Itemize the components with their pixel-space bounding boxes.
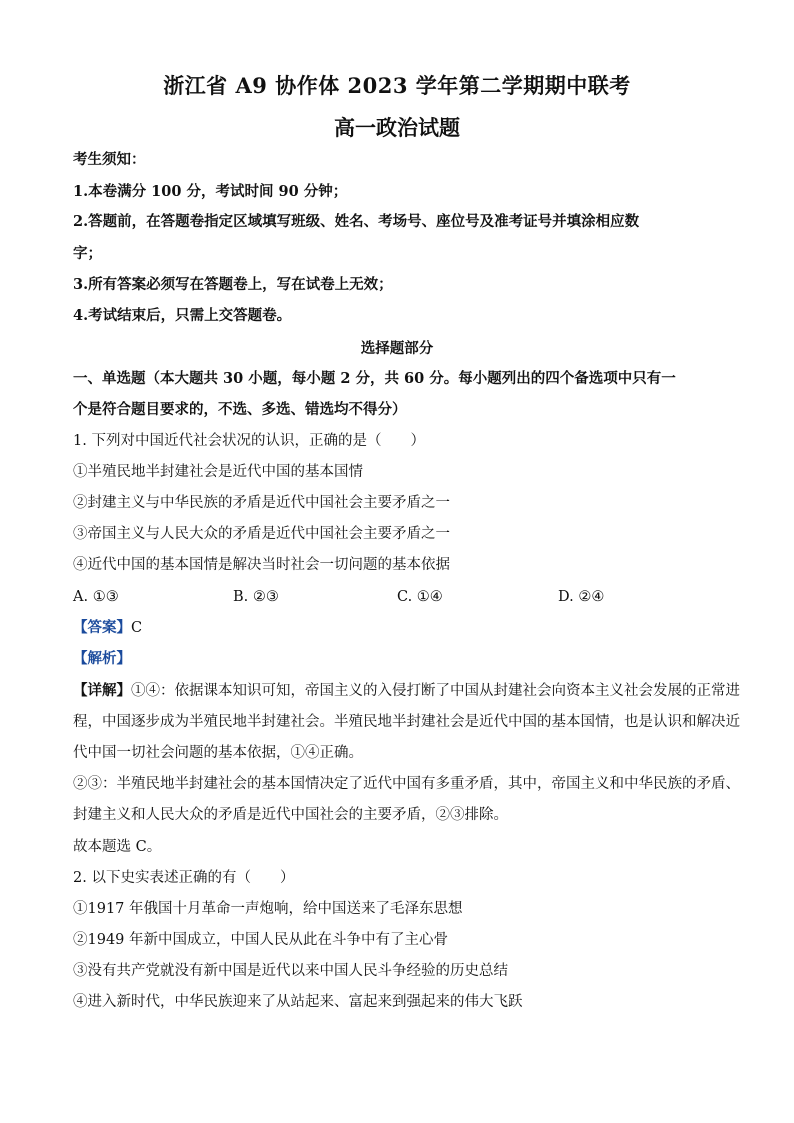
answer-value: C xyxy=(131,620,143,636)
question-statement: ④近代中国的基本国情是解决当时社会一切问题的基本依据 xyxy=(73,557,450,573)
section-instruction: 个是符合题目要求的，不选、多选、错选均不得分） xyxy=(73,401,407,418)
notice-item: 字； xyxy=(73,245,102,262)
notice-item: 4.考试结束后，只需上交答题卷。 xyxy=(73,307,292,324)
answer-line xyxy=(73,618,723,638)
question-statement: ②1949 年新中国成立，中国人民从此在斗争中有了主心骨 xyxy=(73,932,449,948)
analysis-label: 【解析】 xyxy=(73,650,131,667)
section-title: 选择题部分 xyxy=(360,340,434,357)
detail-text: 程，中国逐步成为半殖民地半封建社会。半殖民地半封建社会是近代中国的基本国情，也是认识和解决近 xyxy=(73,714,740,730)
exam-title: 浙江省 A9 协作体 2023 学年第二学期期中联考 xyxy=(163,73,631,98)
detail-text: 封建主义和人民大众的矛盾是近代中国社会的主要矛盾，②③排除。 xyxy=(73,807,508,823)
question-statement: ①1917 年俄国十月革命一声炮响，给中国送来了毛泽东思想 xyxy=(73,901,463,917)
analysis-line xyxy=(73,649,723,669)
question-statement: ④进入新时代，中华民族迎来了从站起来、富起来到强起来的伟大飞跃 xyxy=(73,994,523,1010)
detail-line xyxy=(73,681,740,701)
detail-text: 故本题选 C。 xyxy=(73,839,162,855)
notice-heading: 考生须知： xyxy=(73,151,146,168)
question-stem: 1. 下列对中国近代社会状况的认识，正确的是（ ） xyxy=(73,433,425,449)
question-stem: 2. 以下史实表述正确的有（ ） xyxy=(73,870,295,886)
notice-item: 1.本卷满分 100 分，考试时间 90 分钟； xyxy=(73,183,348,200)
question-statement: ③帝国主义与人民大众的矛盾是近代中国社会主要矛盾之一 xyxy=(73,526,450,542)
answer-label: 【答案】 xyxy=(73,619,131,636)
detail-text: ①④：依据课本知识可知，帝国主义的入侵打断了中国从封建社会向资本主义社会发展的正常进 xyxy=(131,683,740,699)
notice-item: 3.所有答案必须写在答题卷上，写在试卷上无效； xyxy=(73,276,393,293)
question-statement: ②封建主义与中华民族的矛盾是近代中国社会主要矛盾之一 xyxy=(73,495,450,511)
section-instruction: 一、单选题（本大题共 30 小题，每小题 2 分，共 60 分。每小题列出的四个备选项中只有一 xyxy=(73,370,676,387)
question-statement: ③没有共产党就没有新中国是近代以来中国人民斗争经验的历史总结 xyxy=(73,963,508,979)
option-c: C. ①④ xyxy=(397,589,443,605)
option-a: A. ①③ xyxy=(73,589,119,605)
question-statement: ①半殖民地半封建社会是近代中国的基本国情 xyxy=(73,464,363,480)
detail-text: ②③：半殖民地半封建社会的基本国情决定了近代中国有多重矛盾，其中，帝国主义和中华民族的矛盾、 xyxy=(73,776,740,792)
notice-item: 2.答题前，在答题卷指定区域填写班级、姓名、考场号、座位号及准考证号并填涂相应数 xyxy=(73,213,640,230)
option-b: B. ②③ xyxy=(233,589,279,605)
detail-label: 【详解】 xyxy=(73,682,131,699)
exam-subtitle: 高一政治试题 xyxy=(334,115,460,140)
detail-text: 代中国一切社会问题的基本依据，①④正确。 xyxy=(73,745,363,761)
option-d: D. ②④ xyxy=(558,589,605,605)
